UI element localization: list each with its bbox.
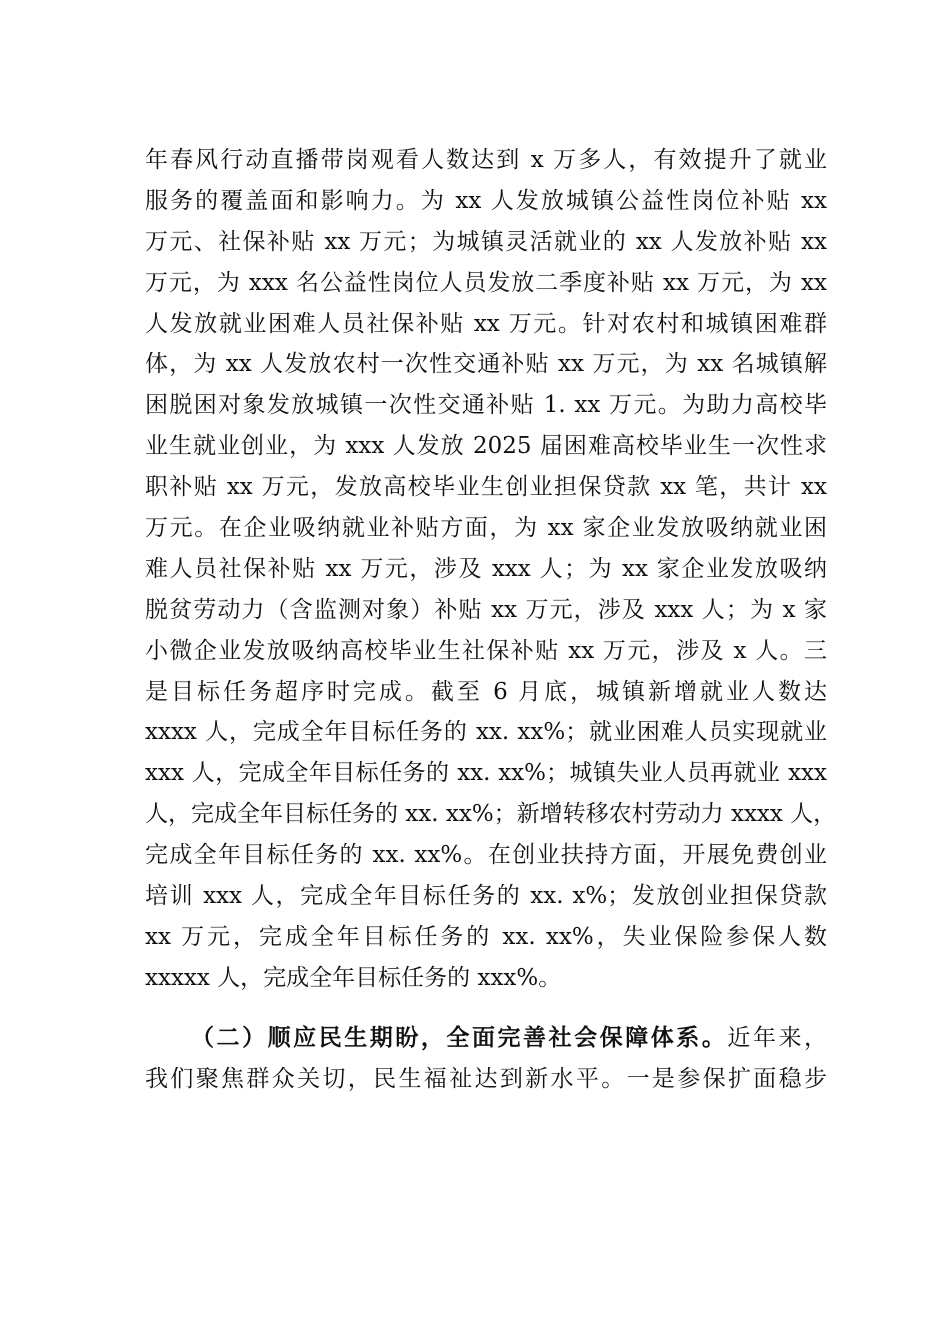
- text-line: 培训 xxx 人，完成全年目标任务的 xx. x%；发放创业担保贷款: [145, 883, 827, 910]
- text-line: 年春风行动直播带岗观看人数达到 x 万多人，有效提升了就业: [145, 147, 827, 173]
- text-line: 人，完成全年目标任务的 xx. xx%；新增转移农村劳动力 xxxx 人，: [145, 801, 837, 828]
- text-line: xx 万元，完成全年目标任务的 xx. xx%，失业保险参保人数: [145, 923, 827, 950]
- text-line: 小微企业发放吸纳高校毕业生社保补贴 xx 万元，涉及 x 人。三: [145, 637, 827, 664]
- text-line: 我们聚焦群众关切，民生福祉达到新水平。一是参保扩面稳步: [145, 1065, 827, 1092]
- text-line: 体，为 xx 人发放农村一次性交通补贴 xx 万元，为 xx 名城镇解: [145, 351, 827, 378]
- heading-line-rest: 近年来，: [727, 1024, 828, 1051]
- text-line: 难人员社保补贴 xx 万元，涉及 xxx 人；为 xx 家企业发放吸纳: [145, 555, 827, 582]
- text-line: 是目标任务超序时完成。截至 6 月底，城镇新增就业人数达: [145, 678, 827, 705]
- text-line: 人发放就业困难人员社保补贴 xx 万元。针对农村和城镇困难群: [145, 310, 827, 337]
- text-line: xxxx 人，完成全年目标任务的 xx. xx%；就业困难人员实现就业: [145, 719, 827, 746]
- text-line: 职补贴 xx 万元，发放高校毕业生创业担保贷款 xx 笔，共计 xx: [145, 474, 827, 501]
- text-line: 服务的覆盖面和影响力。为 xx 人发放城镇公益性岗位补贴 xx: [145, 187, 827, 214]
- text-line: 业生就业创业，为 xxx 人发放 2025 届困难高校毕业生一次性求: [145, 433, 827, 460]
- paragraph-gap: [145, 999, 827, 1018]
- text-line: 万元、社保补贴 xx 万元；为城镇灵活就业的 xx 人发放补贴 xx: [145, 228, 827, 255]
- text-line: xxxxx 人，完成全年目标任务的 xxx%。: [145, 964, 562, 991]
- text-line: 万元，为 xxx 名公益性岗位人员发放二季度补贴 xx 万元，为 xx: [145, 269, 827, 296]
- text-line: 脱贫劳动力（含监测对象）补贴 xx 万元，涉及 xxx 人；为 x 家: [145, 596, 827, 623]
- body-text: [145, 140, 837, 1099]
- text-line: xxx 人，完成全年目标任务的 xx. xx%；城镇失业人员再就业 xxx: [145, 760, 827, 787]
- section-heading-line: [145, 1018, 827, 1059]
- section-heading: （二）顺应民生期盼，全面完善社会保障体系。: [191, 1023, 728, 1051]
- text-line: 困脱困对象发放城镇一次性交通补贴 1. xx 万元。为助力高校毕: [145, 392, 827, 419]
- text-line: 万元。在企业吸纳就业补贴方面，为 xx 家企业发放吸纳就业困: [145, 515, 827, 542]
- text-line: 完成全年目标任务的 xx. xx%。在创业扶持方面，开展免费创业: [145, 842, 827, 869]
